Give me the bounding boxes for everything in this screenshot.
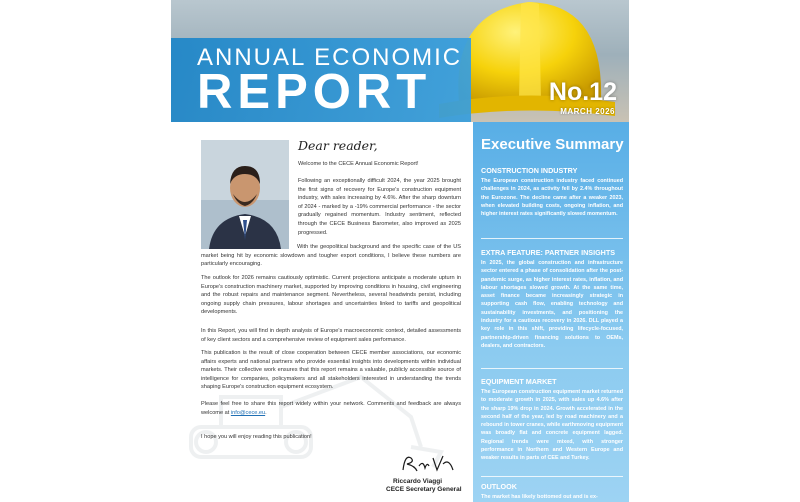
handwritten-signature xyxy=(399,452,459,474)
section-text: In 2025, the global construction and infrastructure sector entered a phase of consolidation after the post-pandemic surge, as higher interest rates, inflation, and labour shortages slowed growth. At the same time, asset finance became increasingly strategic in supporting cash flow, enabling technology and sustainability investments, and positioning the industry for a cautious recovery in 2026. DLL played a key role in this shift, providing lifecycle-focused, partnership-driven financing solutions to OEMs, dealers, and contractors. xyxy=(481,260,623,349)
section-divider xyxy=(481,476,623,477)
cover-banner xyxy=(171,0,629,122)
report-title-line2: REPORT xyxy=(197,65,432,119)
letter-paragraph: This publication is the result of close cooperation between CECE member associations, our economic affairs experts and national partners who provide essential insights into developments within individual markets. Their collective work ensures that this report remains a valuable, publicly accessible source of intelligence for companies, policymakers and all stakeholders interested in understanding the trends shaping Europe's construction equipment ecosystem. xyxy=(201,350,461,391)
letter-paragraph: Please feel free to share this report widely within your network. Comments and feedback are always welcome at info@cece.eu. xyxy=(201,401,461,416)
issue-date: MARCH 2026 xyxy=(560,107,615,116)
section-text: The European construction equipment market returned to moderate growth in 2025, with sales up 4.6% after the sharp 19% drop in 2024. Growth accelerated in the second half of the year, led by road machinery and a rebound in tower cranes, while earthmoving equipment was broadly flat and concrete equipment lagged. Regional trends were mixed, with stronger performance in Northern and Western Europe and weaker results in parts of CEE and Turkey. xyxy=(481,389,623,462)
section-text: The market has likely bottomed out and is ex- xyxy=(481,494,598,500)
letter-paragraph: I hope you will enjoy reading this publication! xyxy=(201,434,312,440)
portrait-photo xyxy=(201,140,289,249)
section-text: The European construction industry faced continued challenges in 2024, as activity fell by 2.4% throughout the Eurozone. The decline came after a weaker 2023, when elevated building costs, ongoing inflation, and higher interest rates significantly slowed momentum. xyxy=(481,178,623,218)
section-heading: OUTLOOK xyxy=(481,482,517,491)
issue-number: No.12 xyxy=(548,78,617,106)
report-page xyxy=(171,0,629,502)
feedback-text: Please feel free to share this report widely within your network. Comments and feedback are always welcome at xyxy=(201,401,461,416)
report-title-line1: ANNUAL ECONOMIC xyxy=(197,44,463,71)
letter-paragraph: Following an exceptionally difficult 2024, the year 2025 brought the first signs of recovery for Europe's construction equipment industry, with sales increasing by 4.6%. After the sharp downturn of 2024 - marked by a -19% commercial performance - the sector gradually regained momentum. Industry sentiment, reflected through the CECE Business Barometer, also improved as 2025 progressed. xyxy=(298,178,461,236)
letter-paragraph: The outlook for 2026 remains cautiously optimistic. Current projections anticipate a moderate upturn in Europe's construction machinery market, supported by improving conditions in housing, civil engineering and the robust repairs and maintenance segment. Nevertheless, several headwinds persist, including ongoing supply chain pressures, labour shortages and uncertainties linked to tariffs and geopolitical developments. xyxy=(201,275,461,316)
section-heading: EQUIPMENT MARKET xyxy=(481,377,557,386)
section-divider xyxy=(481,368,623,369)
executive-summary-title: Executive Summary xyxy=(481,136,624,153)
letter-paragraph: With the geopolitical background and the specific case of the US market being hit by economic slowdown and tougher export conditions, I believe these numbers are particularly encouraging. xyxy=(201,244,461,268)
letter-paragraph: In this Report, you will find in depth analysis of Europe's macroeconomic context, detailed assessments of key client sectors and a comprehensive review of equipment sales performance. xyxy=(201,328,461,343)
section-heading: EXTRA FEATURE: PARTNER INSIGHTS xyxy=(481,248,616,257)
signatory-name: Riccardo Viaggi xyxy=(393,478,443,485)
welcome-letter xyxy=(171,122,471,502)
section-heading: CONSTRUCTION INDUSTRY xyxy=(481,166,578,175)
letter-paragraph: Welcome to the CECE Annual Economic Report! xyxy=(298,161,419,167)
letter-greeting: Dear reader, xyxy=(298,138,378,153)
contact-email-link[interactable]: info@cece.eu xyxy=(230,409,266,416)
executive-summary xyxy=(473,122,629,502)
section-divider xyxy=(481,238,623,239)
signatory-role: CECE Secretary General xyxy=(386,486,462,493)
